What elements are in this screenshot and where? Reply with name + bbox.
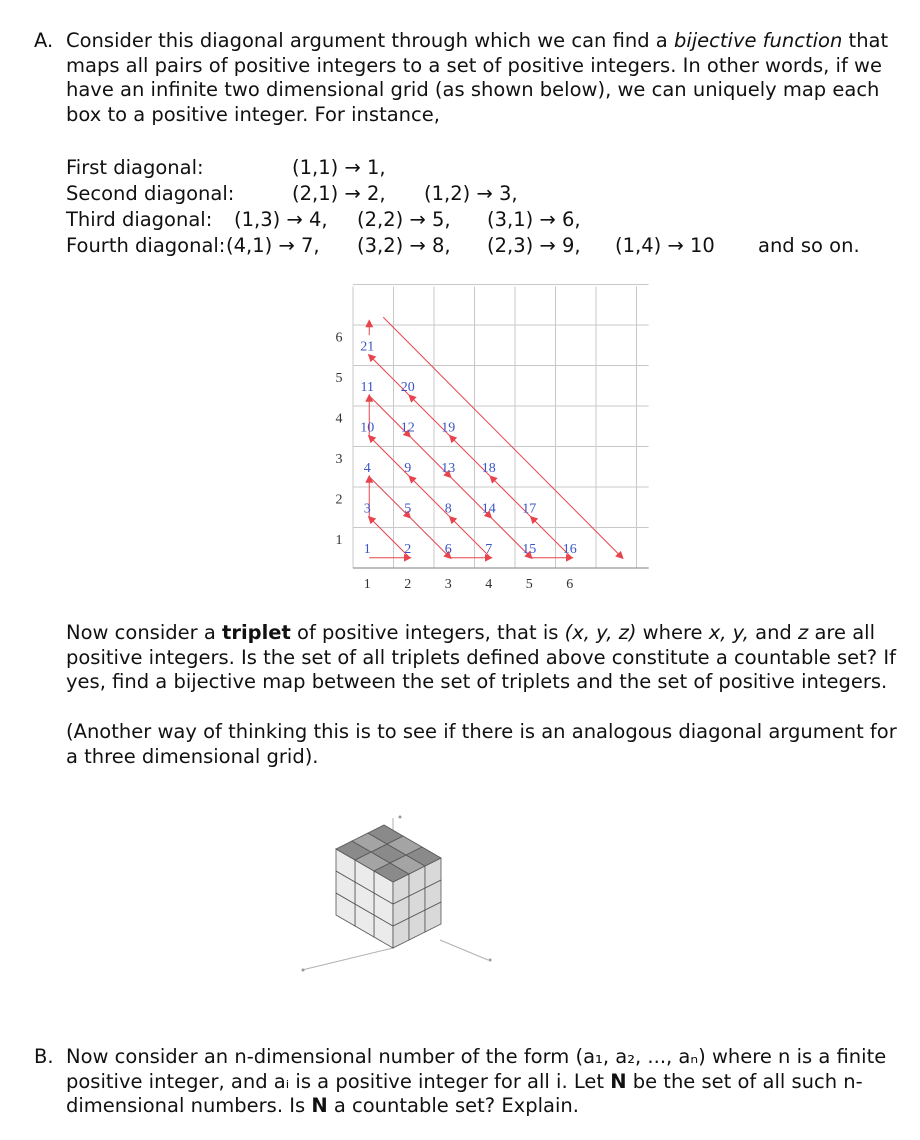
intro-text-1: Consider this diagonal argument through which we can find a	[66, 29, 674, 52]
axis-end-dot	[489, 959, 492, 962]
question-text-1: Now consider a	[66, 621, 222, 644]
question-text-3: where	[636, 621, 709, 644]
x-tick-label: 5	[525, 577, 533, 592]
x-tick-label: 1	[363, 577, 371, 592]
grid-cell-number: 19	[441, 420, 456, 436]
grid-cell-number: 14	[481, 501, 496, 517]
part-a-marker: A.	[34, 29, 54, 52]
y-tick-label: 5	[335, 370, 343, 386]
intro-emphasis: bijective function	[673, 29, 843, 52]
question-text-4: and	[748, 621, 799, 644]
diag2-label: Second diagonal:	[66, 182, 235, 205]
and-so-on: and so on.	[758, 234, 860, 257]
part-b-marker: B.	[34, 1045, 54, 1068]
question-text-2: of positive integers, that is	[290, 621, 565, 644]
diag2-map1: (2,1) → 2,	[292, 182, 386, 205]
grid-cell-number: 1	[363, 541, 371, 557]
question-vars: x, y,	[708, 621, 749, 644]
grid-cell-number: 6	[444, 541, 452, 557]
grid-cell-number: 4	[363, 460, 371, 476]
grid-cell-number: 12	[400, 420, 415, 436]
diag3-map3: (3,1) → 6,	[487, 208, 581, 231]
diag3-map2: (2,2) → 5,	[357, 208, 451, 231]
grid-cell-number: 10	[360, 420, 375, 436]
diag3-label: Third diagonal:	[66, 208, 213, 231]
x-tick-label: 6	[566, 577, 574, 592]
part-b-text-1: Now consider an n-dimensional number of the form (a₁, a₂, ..., aₙ) where n is a finite positive integer, and aᵢ is a positive integer for all i. Let	[66, 1045, 887, 1093]
grid-cell-number: 17	[522, 501, 537, 517]
triplet-hint: (Another way of thinking this is to see if there is an analogous diagonal argument for a three dimensional grid).	[66, 720, 897, 768]
diag2-map2: (1,2) → 3,	[424, 182, 518, 205]
triplet-question	[66, 621, 906, 695]
part-a-intro	[66, 29, 906, 127]
grid-cell-number: 2	[404, 541, 412, 557]
grid-cell-number: 5	[404, 501, 412, 517]
diag4-map1: (4,1) → 7,	[226, 234, 320, 257]
grid-cell-number: 18	[481, 460, 496, 476]
grid-cell-number: 9	[404, 460, 412, 476]
diag4-map4: (1,4) → 10	[615, 234, 715, 257]
part-b-text-3: a countable set? Explain.	[327, 1094, 579, 1117]
cube-3d-figure	[290, 808, 520, 978]
x-tick-label: 4	[485, 577, 493, 592]
grid-cell-number: 3	[363, 501, 371, 517]
y-tick-label: 1	[335, 532, 343, 548]
grid-cell-number: 11	[360, 379, 374, 395]
diag4-label: Fourth diagonal:	[66, 234, 226, 257]
diag1-label: First diagonal:	[66, 156, 204, 179]
diagonal-path-segment	[383, 317, 622, 558]
grid-cell-number: 16	[562, 541, 577, 557]
y-tick-label: 3	[335, 451, 343, 467]
part-b-text	[66, 1045, 906, 1119]
grid-cell-number: 20	[400, 379, 415, 395]
grid-cell-number: 8	[444, 501, 452, 517]
diag4-map2: (3,2) → 8,	[357, 234, 451, 257]
grid-cell-number: 7	[485, 541, 493, 557]
axis-end-dot	[399, 816, 402, 819]
grid-cell-number: 21	[360, 339, 375, 355]
diag4-map3: (2,3) → 9,	[487, 234, 581, 257]
part-b-text-2: be the set of all such n-dimensional numbers. Is	[66, 1069, 863, 1117]
set-n-bold: N	[610, 1069, 627, 1093]
set-n-bold-2: N	[311, 1094, 328, 1117]
x-tick-label: 2	[404, 577, 412, 592]
diag1-map1: (1,1) → 1,	[292, 156, 386, 179]
cube-faces	[336, 825, 441, 948]
question-text-5: are all positive integers. Is the set of all triplets defined above constitute a countable set? If yes, find a bijective map between the set of triplets and the set of positive integers.	[66, 621, 896, 693]
question-bold-triplet: triplet	[222, 621, 291, 644]
grid-cell-number: 15	[522, 541, 537, 557]
question-tuple: (x, y, z)	[564, 621, 637, 644]
axis-end-dot	[302, 969, 305, 972]
question-var-z: z	[798, 621, 809, 644]
x-tick-label: 3	[444, 577, 452, 592]
y-tick-label: 2	[335, 492, 343, 508]
grid-cell-number: 13	[441, 460, 456, 476]
y-tick-label: 6	[335, 330, 343, 346]
intro-text-2: that maps all pairs of positive integers to a set of positive integers. In other words, if we have an infinite two dimensional grid (as shown below), we can uniquely map each box to a positive integer. For instance,	[66, 29, 889, 126]
diagonal-grid-figure	[320, 280, 650, 596]
diag3-map1: (1,3) → 4,	[234, 208, 328, 231]
y-tick-label: 4	[335, 411, 343, 427]
